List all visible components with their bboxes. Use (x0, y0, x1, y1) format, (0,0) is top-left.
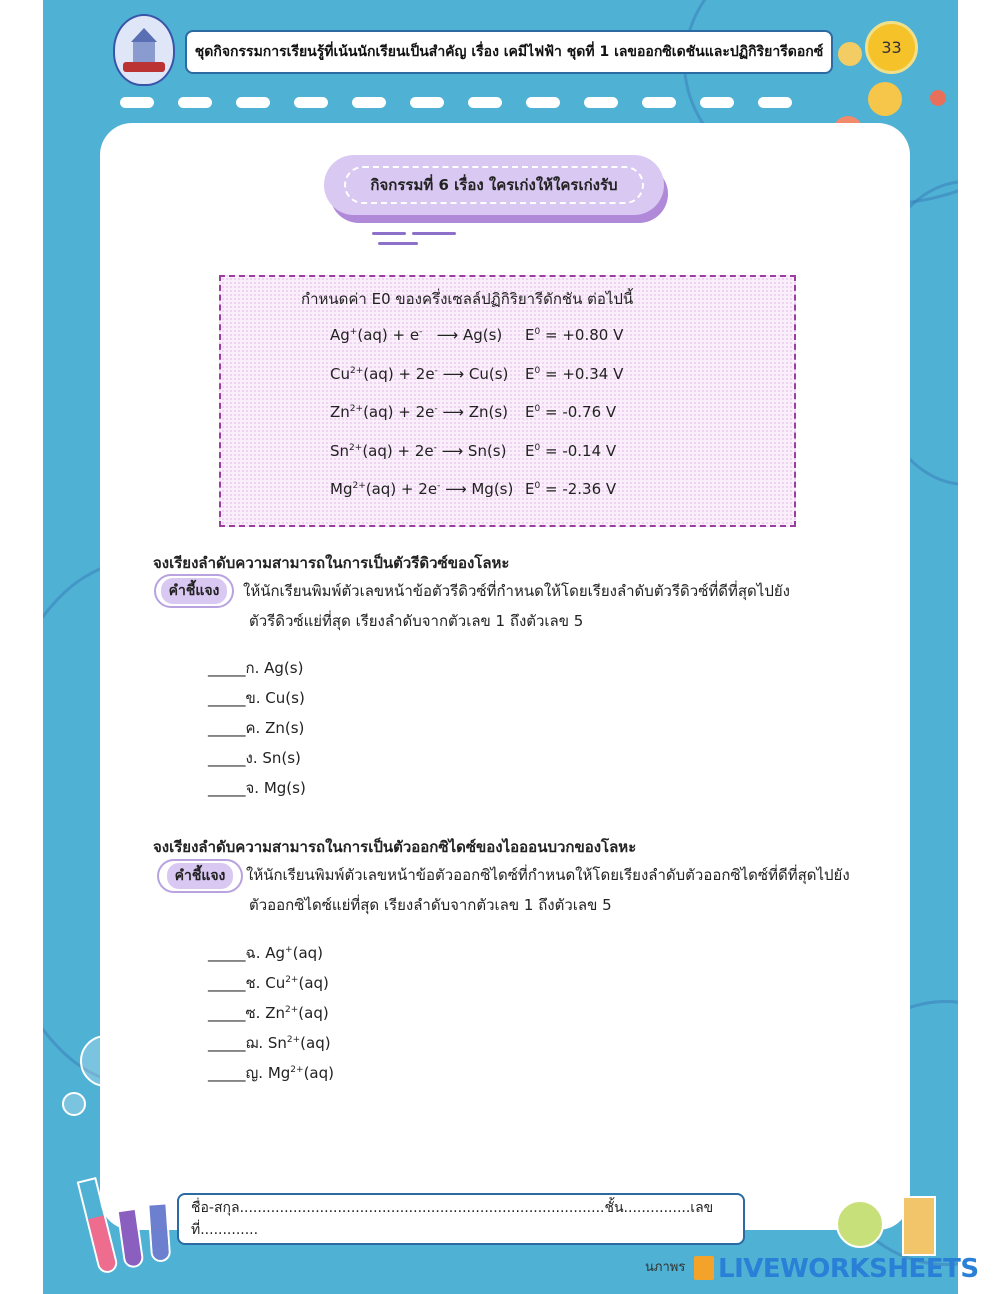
oxidizing-agent-item[interactable]: _____ญ. $Mg^{2+}(aq)$ (208, 1064, 334, 1082)
school-logo (113, 14, 175, 86)
oxidizing-agent-item[interactable]: _____ช. $Cu^{2+}(aq)$ (208, 974, 329, 992)
section2-instruction: ให้นักเรียนพิมพ์ตัวเลขหน้าข้อตัวออกซิไดซ์ที่กำหนดให้โดยเรียงลำดับตัวออกซิไดซ์ที่ดีที่สุดไปยัง ตัวออกซิไดซ์แย่ที่สุด เรียงลำดับจากตัวเลข 1 ถึงตัวเลข 5 (246, 866, 850, 914)
header-dash (642, 97, 676, 108)
half-reaction-equation: $Mg^{2+}(aq) + 2e^-$ ⟶ Mg(s) $E^0 = -2.36$ V (330, 480, 617, 498)
flask-icon (836, 1200, 884, 1248)
half-reaction-equation: $Zn^{2+}(aq) + 2e^-$ ⟶ Zn(s) $E^0 = -0.76$ V (330, 403, 617, 421)
activity-title: กิจกรรมที่ 6 เรื่อง ใครเก่งให้ใครเก่งรับ (344, 166, 644, 204)
section1-instruction: ให้นักเรียนพิมพ์ตัวเลขหน้าข้อตัวรีดิวซ์ที่กำหนดให้โดยเรียงลำดับตัวรีดิวซ์ที่ดีที่สุดไปยัง ตัวรีดิวซ์แย่ที่สุด เรียงลำดับจากตัวเลข 1 ถึงตัวเลข 5 (243, 582, 790, 630)
reducing-agent-item[interactable]: _____ง. Sn(s) (208, 749, 301, 767)
reducing-agent-item[interactable]: _____จ. Mg(s) (208, 779, 306, 797)
oxidizing-agent-item[interactable]: _____ฌ. $Sn^{2+}(aq)$ (208, 1034, 331, 1052)
bubble-icon (80, 1035, 132, 1087)
title-underline (372, 232, 406, 235)
header-dash (758, 97, 792, 108)
reducing-agent-item[interactable]: _____ข. Cu(s) (208, 689, 305, 707)
section1-heading: จงเรียงลำดับความสามารถในการเป็นตัวรีดิวซ์ของโลหะ (153, 554, 510, 572)
molecule-icon (930, 90, 946, 106)
header-dash (120, 97, 154, 108)
page-number: 33 (865, 21, 918, 74)
header-dash (236, 97, 270, 108)
header-dash (410, 97, 444, 108)
header-title: ชุดกิจกรรมการเรียนรู้ที่เน้นนักเรียนเป็นสำคัญ เรื่อง เคมีไฟฟ้า ชุดที่ 1 เลขออกซิเดชันและปฏิกิริยารีดอกซ์ (185, 30, 833, 74)
molecule-icon (838, 42, 862, 66)
molecule-icon (868, 82, 902, 116)
header-dash (294, 97, 328, 108)
half-reaction-equation: Ag+(aq) + e- ⟶ Ag(s) $E^0 = +0.80$ V (330, 326, 624, 344)
header-dash (468, 97, 502, 108)
title-underline (412, 232, 456, 235)
oxidizing-agent-item[interactable]: _____ซ. $Zn^{2+}(aq)$ (208, 1004, 329, 1022)
header-dash (352, 97, 386, 108)
oxidizing-agent-item[interactable]: _____ฉ. Ag+(aq) (208, 944, 324, 962)
potential-intro: กำหนดค่า E0 ของครึ่งเซลล์ปฏิกิริยารีดักชัน ต่อไปนี้ (301, 290, 634, 308)
half-reaction-equation: $Sn^{2+}(aq) + 2e^-$ ⟶ Sn(s) $E^0 = -0.14$ V (330, 442, 617, 460)
header-dash (584, 97, 618, 108)
liveworksheets-watermark: LIVEWORKSHEETS (718, 1254, 979, 1284)
header-dash (700, 97, 734, 108)
instruction-badge: คำชี้แจง (154, 574, 234, 608)
reducing-agent-item[interactable]: _____ค. Zn(s) (208, 719, 305, 737)
header-dash (526, 97, 560, 108)
title-underline (378, 242, 418, 245)
bubble-icon (62, 1092, 86, 1116)
activity-title-pill (324, 155, 664, 215)
half-reaction-equation: $Cu^{2+}(aq) + 2e^-$ ⟶ Cu(s) $E^0 = +0.34$ V (330, 365, 624, 383)
header-dash (178, 97, 212, 108)
student-info-field[interactable]: ชื่อ-สกุล..................................................................................ชั้น...............เลขที่............. (177, 1193, 745, 1245)
reducing-agent-item[interactable]: _____ก. Ag(s) (208, 659, 304, 677)
section2-heading: จงเรียงลำดับความสามารถในการเป็นตัวออกซิไดซ์ของไอออนบวกของโลหะ (153, 838, 637, 856)
liveworksheets-logo-icon (694, 1256, 714, 1280)
author-name: นภาพร (645, 1260, 686, 1275)
instruction-badge: คำชี้แจง (157, 859, 243, 893)
beaker-icon (902, 1196, 936, 1256)
